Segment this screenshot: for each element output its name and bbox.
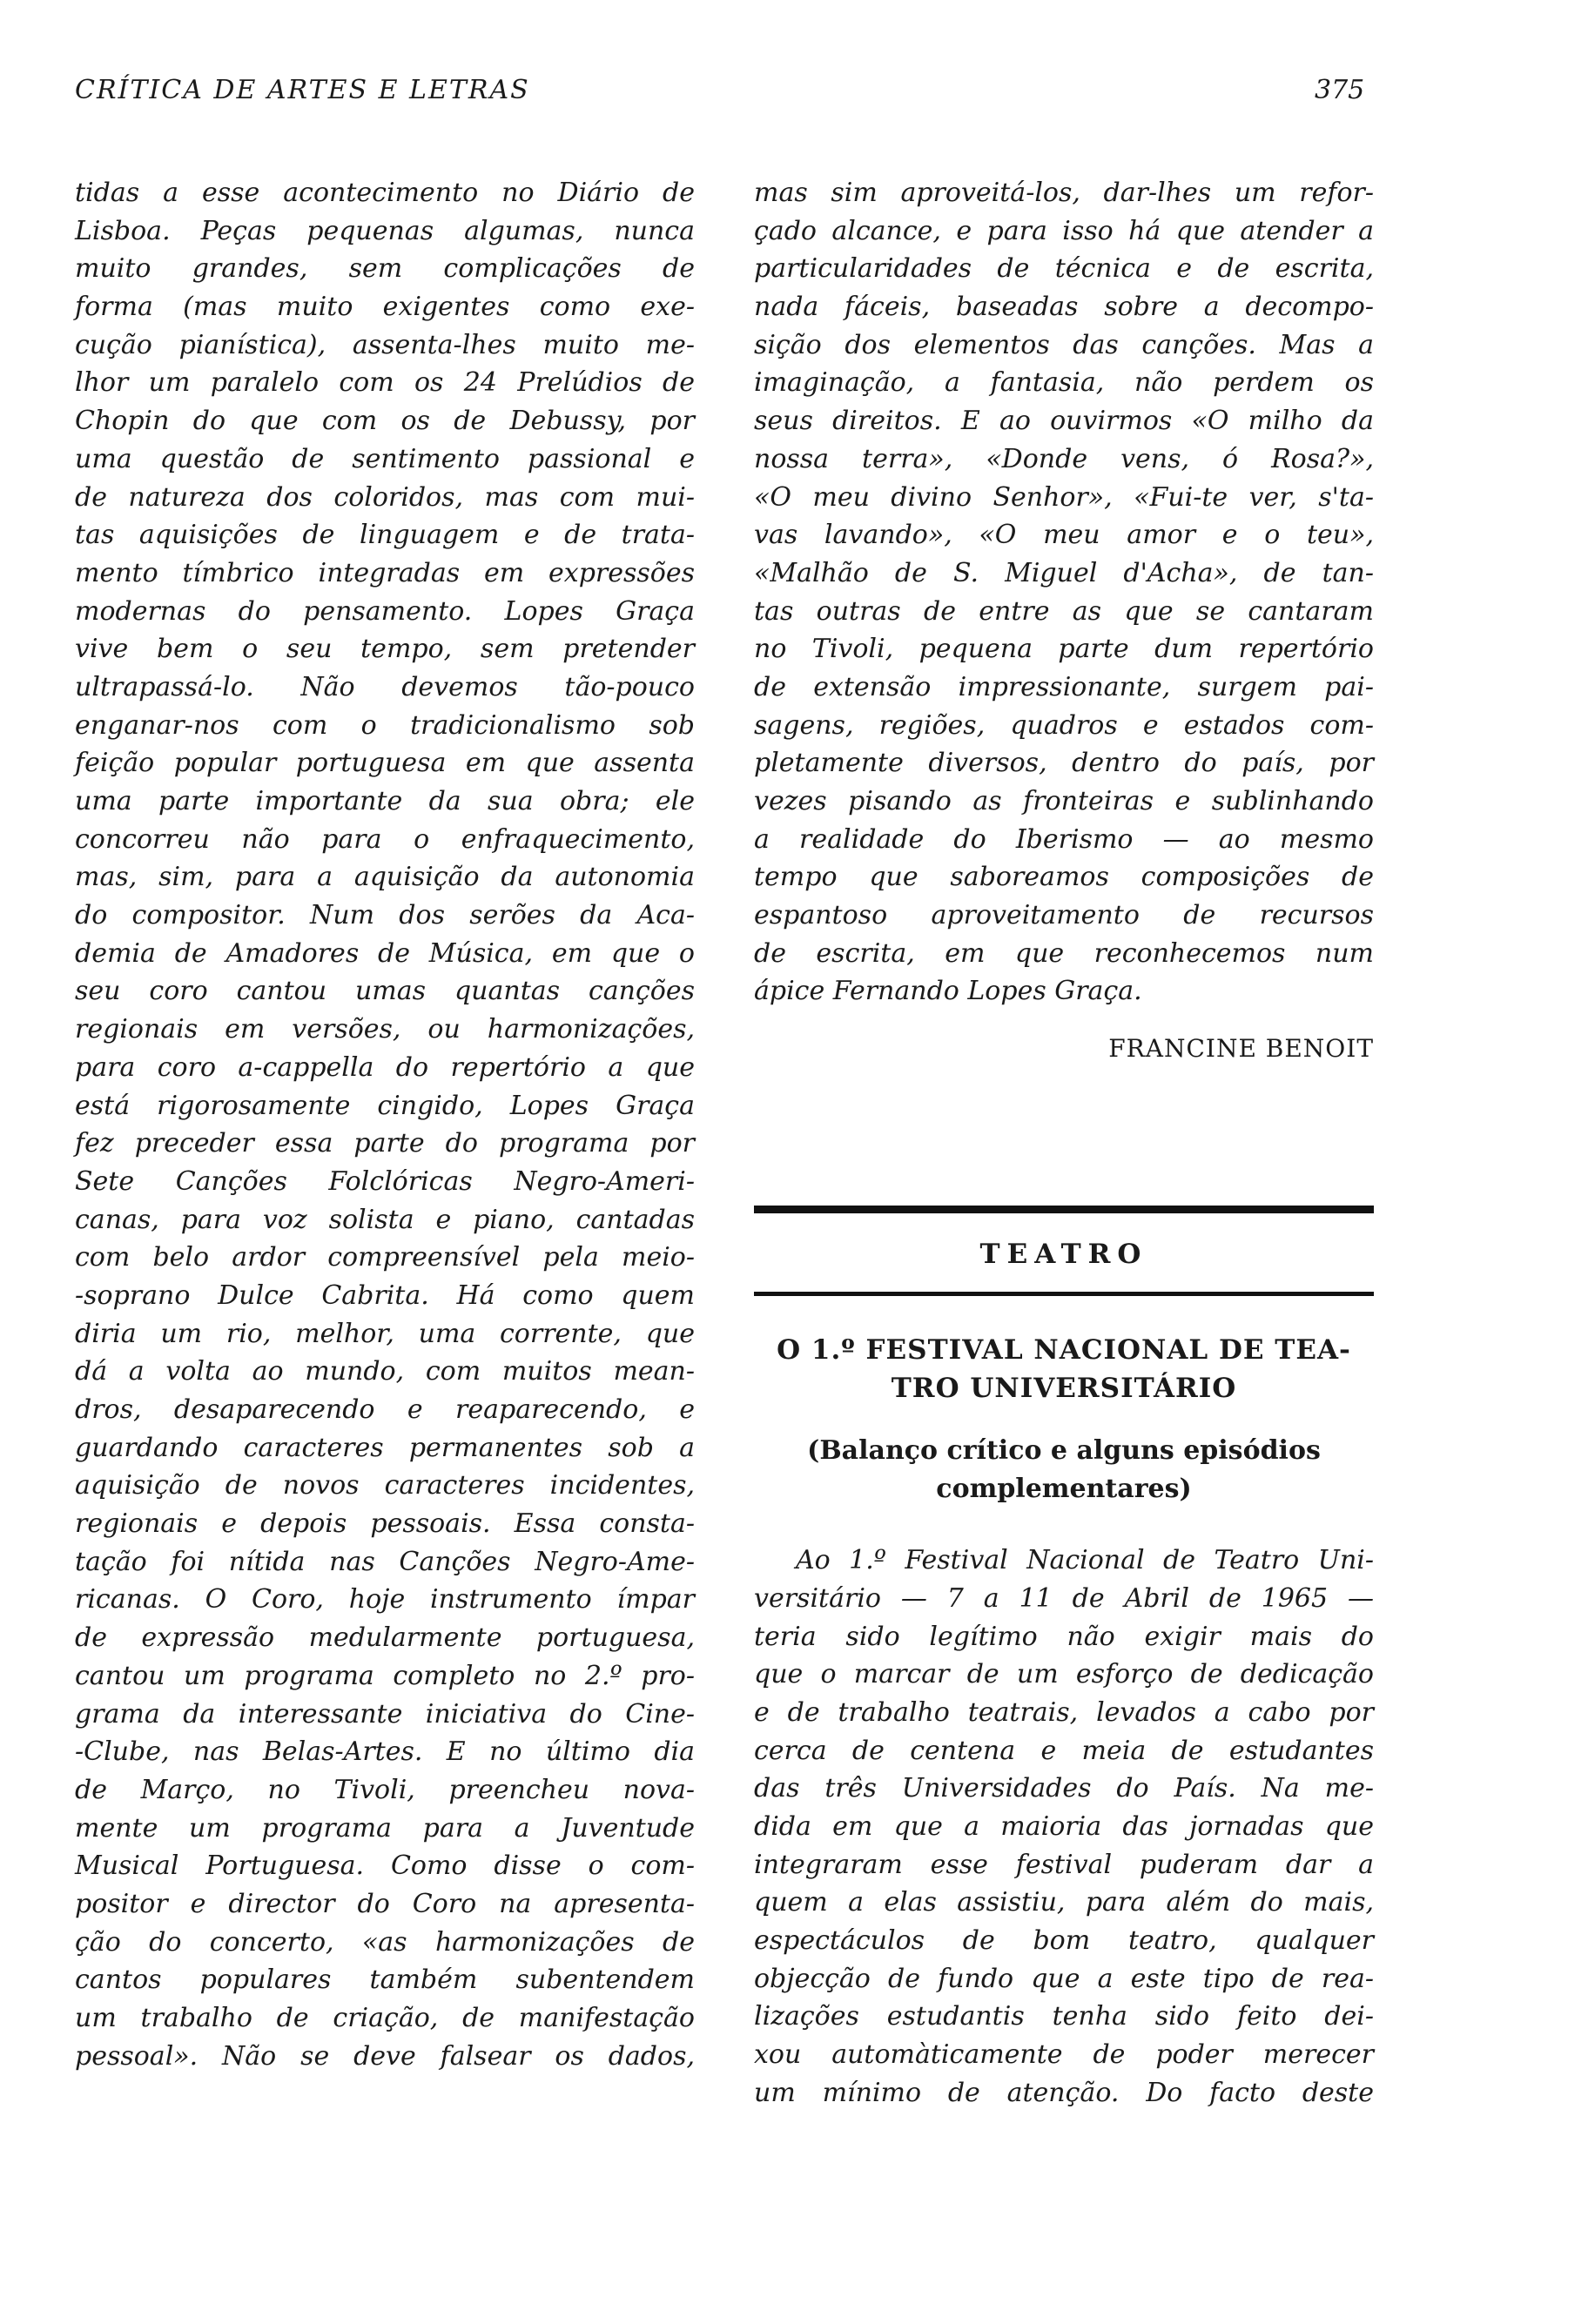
article-subtitle [754,1432,1374,1508]
text-line: canas, para voz solista e piano, cantadas [75,1204,695,1235]
text-line: mento tímbrico integradas em expressões [75,557,695,588]
article-subtitle-line: complementares) [936,1474,1192,1505]
text-line: seu coro cantou umas quantas canções [75,976,695,1007]
text-line: concorreu não para o enfraquecimento, [75,823,695,855]
text-line: regionais em versões, ou harmonizações, [75,1014,695,1045]
text-line: que o marcar de um esforço de dedicação [754,1659,1374,1690]
section-rule-bottom [754,1292,1374,1296]
text-line: vezes pisando as fronteiras e sublinhando [754,786,1374,816]
text-line: «O meu divino Senhor», «Fui-te ver, s'ta- [754,481,1374,513]
text-line: de escrita, em que reconhecemos num [754,937,1374,969]
text-line: imaginação, a fantasia, não perdem os [754,367,1374,399]
text-line: sição dos elementos das canções. Mas a [754,329,1374,360]
text-line: mas, sim, para a aquisição da autonomia [75,862,695,893]
text-line: positor e director do Coro na apresenta- [75,1888,695,1919]
left-column [75,174,695,2075]
text-line: grama da interessante iniciativa do Cine- [75,1698,695,1730]
text-line: pessoal». Não se deve falsear os dados, [75,2040,695,2072]
text-line: dida em que a maioria das jornadas que [754,1810,1374,1842]
text-line: tas aquisições de linguagem e de trata- [75,520,695,551]
article-title-line: O 1.º FESTIVAL NACIONAL DE TEA- [777,1334,1351,1367]
text-line: mente um programa para a Juventude [75,1812,695,1844]
text-line: mas sim aproveitá-los, dar-lhes um refor- [754,178,1374,208]
text-line: dá a volta ao mundo, com muitos mean- [75,1356,695,1387]
text-line: ricanas. O Coro, hoje instrumento ímpar [75,1584,695,1615]
article-body [754,1541,1374,2112]
section-title: TEATRO [979,1239,1148,1271]
text-line: versitário — 7 a 11 de Abril de 1965 — [754,1582,1374,1614]
right-column [754,174,1374,2112]
text-line: pletamente diversos, dentro do país, por [754,748,1374,779]
text-line: vas lavando», «O meu amor e o teu», [754,520,1374,551]
text-line: nossa terra», «Donde vens, ó Rosa?», [754,443,1374,474]
text-line: está rigorosamente cingido, Lopes Graça [75,1090,695,1121]
text-line: forma (mas muito exigentes como exe- [75,292,695,323]
text-line: feição popular portuguesa em que assenta [75,748,695,779]
text-line: cução pianística), assenta-lhes muito me- [75,329,695,360]
text-line: Sete Canções Folclóricas Negro-Ameri- [75,1165,695,1197]
text-line: uma parte importante da sua obra; ele [75,786,695,816]
text-line: de expressão medularmente portuguesa, [75,1622,695,1654]
text-line: ápice Fernando Lopes Graça. [754,976,1142,1007]
section-rule-top [754,1206,1374,1213]
text-line: no Tivoli, pequena parte dum repertório [754,634,1374,665]
text-line: muito grandes, sem complicações de [75,253,695,285]
text-line: integraram esse festival puderam dar a [754,1849,1374,1880]
text-line: Ao 1.º Festival Nacional de Teatro Uni- [796,1545,1374,1576]
text-line: ultrapassá-lo. Não devemos tão-pouco [75,671,695,702]
text-line: cantos populares também subentendem [75,1965,695,1996]
text-line: lizações estudantis tenha sido feito dei- [754,2001,1374,2032]
text-line: Chopin do que com os de Debussy, por [75,406,695,437]
text-line: Musical Portuguesa. Como disse o com- [75,1850,695,1882]
text-line: de extensão impressionante, surgem pai- [754,671,1374,702]
text-line: demia de Amadores de Música, em que o [75,937,695,969]
text-line: espantoso aproveitamento de recursos [754,900,1374,931]
text-line: ção do concerto, «as harmonizações de [75,1926,695,1958]
article-title-line: TRO UNIVERSITÁRIO [891,1373,1237,1405]
text-line: vive bem o seu tempo, sem pretender [75,634,695,665]
text-line: diria um rio, melhor, uma corrente, que [75,1318,695,1349]
text-line: tação foi nítida nas Canções Negro-Ame- [75,1546,695,1577]
text-line: do compositor. Num dos serões da Aca- [75,900,695,931]
text-line: de Março, no Tivoli, preencheu nova- [75,1774,695,1805]
text-line: espectáculos de bom teatro, qualquer [754,1925,1374,1956]
text-line: regionais e depois pessoais. Essa consta- [75,1508,695,1540]
text-line: xou automàticamente de poder merecer [754,2039,1374,2071]
text-line: particularidades de técnica e de escrita, [754,253,1374,285]
text-line: quem a elas assistiu, para além do mais, [754,1887,1374,1918]
running-head: CRÍTICA DE ARTES E LETRAS [75,75,530,105]
text-line: das três Universidades do País. Na me- [754,1773,1374,1804]
text-line: tidas a esse acontecimento no Diário de [75,178,695,208]
text-line: teria sido legítimo não exigir mais do [754,1621,1374,1652]
text-line: tempo que saboreamos composições de [754,862,1374,893]
article-subtitle-line: (Balanço crítico e alguns episódios [807,1435,1321,1467]
text-line: enganar-nos com o tradicionalismo sob [75,709,695,741]
text-line: cantou um programa completo no 2.º pro- [75,1660,695,1691]
text-line: sagens, regiões, quadros e estados com- [754,709,1374,741]
text-line: cerca de centena e meia de estudantes [754,1735,1374,1766]
text-line: uma questão de sentimento passional e [75,443,695,474]
author-signature: FRANCINE BENOIT [1108,1034,1374,1064]
text-line: «Malhão de S. Miguel d'Acha», de tan- [754,557,1374,588]
text-line: nada fáceis, baseadas sobre a decompo- [754,292,1374,323]
text-line: aquisição de novos caracteres incidentes, [75,1470,695,1501]
text-line: um mínimo de atenção. Do facto deste [754,2077,1374,2108]
text-line: guardando caracteres permanentes sob a [75,1432,695,1463]
text-line: para coro a-cappella do repertório a que [75,1051,695,1083]
text-line: seus direitos. E ao ouvirmos «O milho da [754,406,1374,437]
text-line: modernas do pensamento. Lopes Graça [75,595,695,627]
text-line: çado alcance, e para isso há que atender a [754,215,1374,246]
text-line: -Clube, nas Belas-Artes. E no último dia [75,1736,695,1768]
text-line: objecção de fundo que a este tipo de rea- [754,1963,1374,1994]
text-line: com belo ardor compreensível pela meio- [75,1242,695,1273]
text-line: um trabalho de criação, de manifestação [75,2003,695,2033]
music-review-continuation [754,174,1374,1011]
text-line: tas outras de entre as que se cantaram [754,595,1374,627]
text-line: de natureza dos coloridos, mas com mui- [75,481,695,513]
text-line: fez preceder essa parte do programa por [75,1128,695,1159]
text-line: e de trabalho teatrais, levados a cabo por [754,1696,1374,1728]
text-line: -soprano Dulce Cabrita. Há como quem [75,1280,695,1311]
page-number: 375 [1315,75,1365,105]
text-line: dros, desaparecendo e reaparecendo, e [75,1394,695,1425]
text-line: lhor um paralelo com os 24 Prelúdios de [75,367,695,399]
text-line: a realidade do Iberismo — ao mesmo [754,823,1374,855]
text-line: Lisboa. Peças pequenas algumas, nunca [75,215,695,246]
article-title [754,1331,1374,1407]
